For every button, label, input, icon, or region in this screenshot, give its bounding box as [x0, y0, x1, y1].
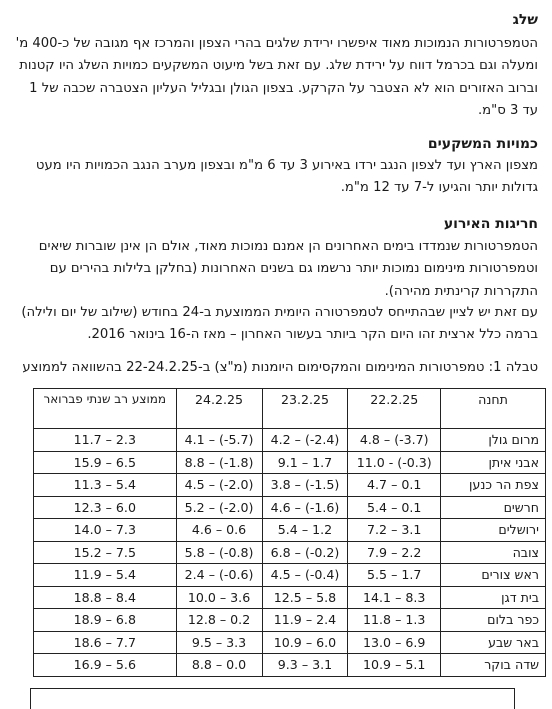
temperature-table: [33, 388, 546, 677]
column-header-date-1: 22.2.25: [348, 389, 441, 429]
station-name-cell: צפת הר כנען: [441, 474, 546, 497]
table-row: [34, 474, 546, 497]
temperature-cell: 11.0 - (-0.3): [348, 451, 441, 474]
section-heading-anomalies: חריגות האירוע: [443, 216, 538, 232]
temperature-cell: 14.0 – 7.3: [34, 519, 177, 542]
table-row: [34, 564, 546, 587]
station-name-cell: חרשים: [441, 496, 546, 519]
temperature-cell: 12.8 – 0.2: [176, 609, 262, 632]
temperature-cell: 5.4 – 0.1: [348, 496, 441, 519]
table-header-row: [34, 389, 546, 429]
temperature-cell: 7.2 – 3.1: [348, 519, 441, 542]
temperature-cell: 4.6 – 0.6: [176, 519, 262, 542]
table-row: [34, 429, 546, 452]
temperature-cell: 11.9 – 2.4: [262, 609, 348, 632]
table-row: [34, 451, 546, 474]
temperature-cell: 10.0 – 3.6: [176, 586, 262, 609]
temperature-cell: 8.8 – (-1.8): [176, 451, 262, 474]
temperature-cell: 4.6 – (-1.6): [262, 496, 348, 519]
station-name-cell: בית דגן: [441, 586, 546, 609]
temperature-cell: 4.5 – (-0.4): [262, 564, 348, 587]
station-name-cell: כפר בלום: [441, 609, 546, 632]
temperature-cell: 4.8 – (-3.7): [348, 429, 441, 452]
column-header-date-2: 23.2.25: [262, 389, 348, 429]
temperature-cell: 12.3 – 6.0: [34, 496, 177, 519]
temperature-cell: 6.8 – (-0.2): [262, 541, 348, 564]
table-row: [34, 541, 546, 564]
next-table-border: [30, 688, 515, 709]
column-header-date-3: 24.2.25: [176, 389, 262, 429]
temperature-cell: 5.2 – (-2.0): [176, 496, 262, 519]
station-name-cell: ראש צורים: [441, 564, 546, 587]
table-row: [34, 496, 546, 519]
temperature-cell: 18.6 – 7.7: [34, 631, 177, 654]
table-caption: טבלה 1: טמפרטורות המינימום והמקסימום היומנות (מ"צ) ב-22-24.2.25 בהשוואה לממוצע: [22, 360, 538, 375]
table-row: [34, 609, 546, 632]
temperature-cell: 11.9 – 5.4: [34, 564, 177, 587]
column-header-station: תחנה: [441, 389, 546, 429]
table-row: [34, 654, 546, 677]
temperature-cell: 2.4 – (-0.6): [176, 564, 262, 587]
temperature-cell: 11.8 – 1.3: [348, 609, 441, 632]
section-heading-precipitation: כמויות המשקעים: [427, 136, 538, 152]
temperature-cell: 15.2 – 7.5: [34, 541, 177, 564]
section-paragraph-snow: הטמפרטורות הנמוכות מאוד איפשרו ירידת שלגים בהרי הצפון והמרכז אף מגובה של כ-400 מ' ומעלה וגם בכרמל דווח על ירידת שלג. עם זאת בשל מיעוט המשקעים כמויות השלג היו קטנות וברוב האזורים הוא לא הצטבר על הקרקע. בצפון הגולן ובגליל העליון הצטברה שכבה של 1 עד 3 ס"מ.: [15, 36, 538, 118]
station-name-cell: אבני איתן: [441, 451, 546, 474]
temperature-cell: 18.8 – 8.4: [34, 586, 177, 609]
temperature-cell: 7.9 – 2.2: [348, 541, 441, 564]
temperature-cell: 4.1 – (-5.7): [176, 429, 262, 452]
station-name-cell: ירושלים: [441, 519, 546, 542]
temperature-cell: 3.8 – (-1.5): [262, 474, 348, 497]
temperature-cell: 9.5 – 3.3: [176, 631, 262, 654]
section-heading-snow: שלג: [512, 12, 538, 28]
section-paragraph-anomalies-2: עם זאת יש לציין שבהתייחס לטמפרטורה היומית הממוצעת ב-24 בחודש (שילוב של יום ולילה) ברמה כלל ארצית זהו היום הקר ביותר בעשור האחרון – מאז ה-16 בינואר 2016.: [21, 305, 538, 343]
table-row: [34, 631, 546, 654]
temperature-cell: 8.8 – 0.0: [176, 654, 262, 677]
table-body: [34, 429, 546, 677]
table-row: [34, 586, 546, 609]
temperature-cell: 4.2 – (-2.4): [262, 429, 348, 452]
station-name-cell: שדה בוקר: [441, 654, 546, 677]
temperature-cell: 11.7 – 2.3: [34, 429, 177, 452]
temperature-cell: 4.7 – 0.1: [348, 474, 441, 497]
temperature-cell: 10.9 – 5.1: [348, 654, 441, 677]
section-paragraph-anomalies-1: הטמפרטורות שנמדדו בימים האחרונים הן אמנם נמוכות מאוד, אולם הן אינן שוברות שיאים וטמפרטורות מינימום נמוכות יותר נרשמו גם בשנים האחרונות (בחלקן בלילות בהירים עם התקררות קרינתית מהירה).: [38, 239, 538, 299]
temperature-cell: 12.5 – 5.8: [262, 586, 348, 609]
temperature-cell: 9.1 – 1.7: [262, 451, 348, 474]
temperature-cell: 16.9 – 5.6: [34, 654, 177, 677]
temperature-cell: 9.3 – 3.1: [262, 654, 348, 677]
station-name-cell: צובה: [441, 541, 546, 564]
temperature-cell: 5.5 – 1.7: [348, 564, 441, 587]
temperature-cell: 4.5 – (-2.0): [176, 474, 262, 497]
temperature-cell: 13.0 – 6.9: [348, 631, 441, 654]
temperature-cell: 5.4 – 1.2: [262, 519, 348, 542]
station-name-cell: באר שבע: [441, 631, 546, 654]
temperature-cell: 10.9 – 6.0: [262, 631, 348, 654]
station-name-cell: מרום גולן: [441, 429, 546, 452]
section-paragraph-precipitation: מצפון הארץ ועד לצפון הנגב ירדו באירוע 3 עד 6 מ"מ ובצפון מערב הנגב הכמויות היו מעט גדולות יותר והגיעו ל-7 עד 12 מ"מ.: [35, 158, 538, 196]
temperature-cell: 14.1 – 8.3: [348, 586, 441, 609]
temperature-cell: 11.3 – 5.4: [34, 474, 177, 497]
temperature-cell: 5.8 – (-0.8): [176, 541, 262, 564]
temperature-cell: 15.9 – 6.5: [34, 451, 177, 474]
table-row: [34, 519, 546, 542]
column-header-average: ממוצע רב שנתי פברואר: [34, 389, 177, 429]
temperature-cell: 18.9 – 6.8: [34, 609, 177, 632]
